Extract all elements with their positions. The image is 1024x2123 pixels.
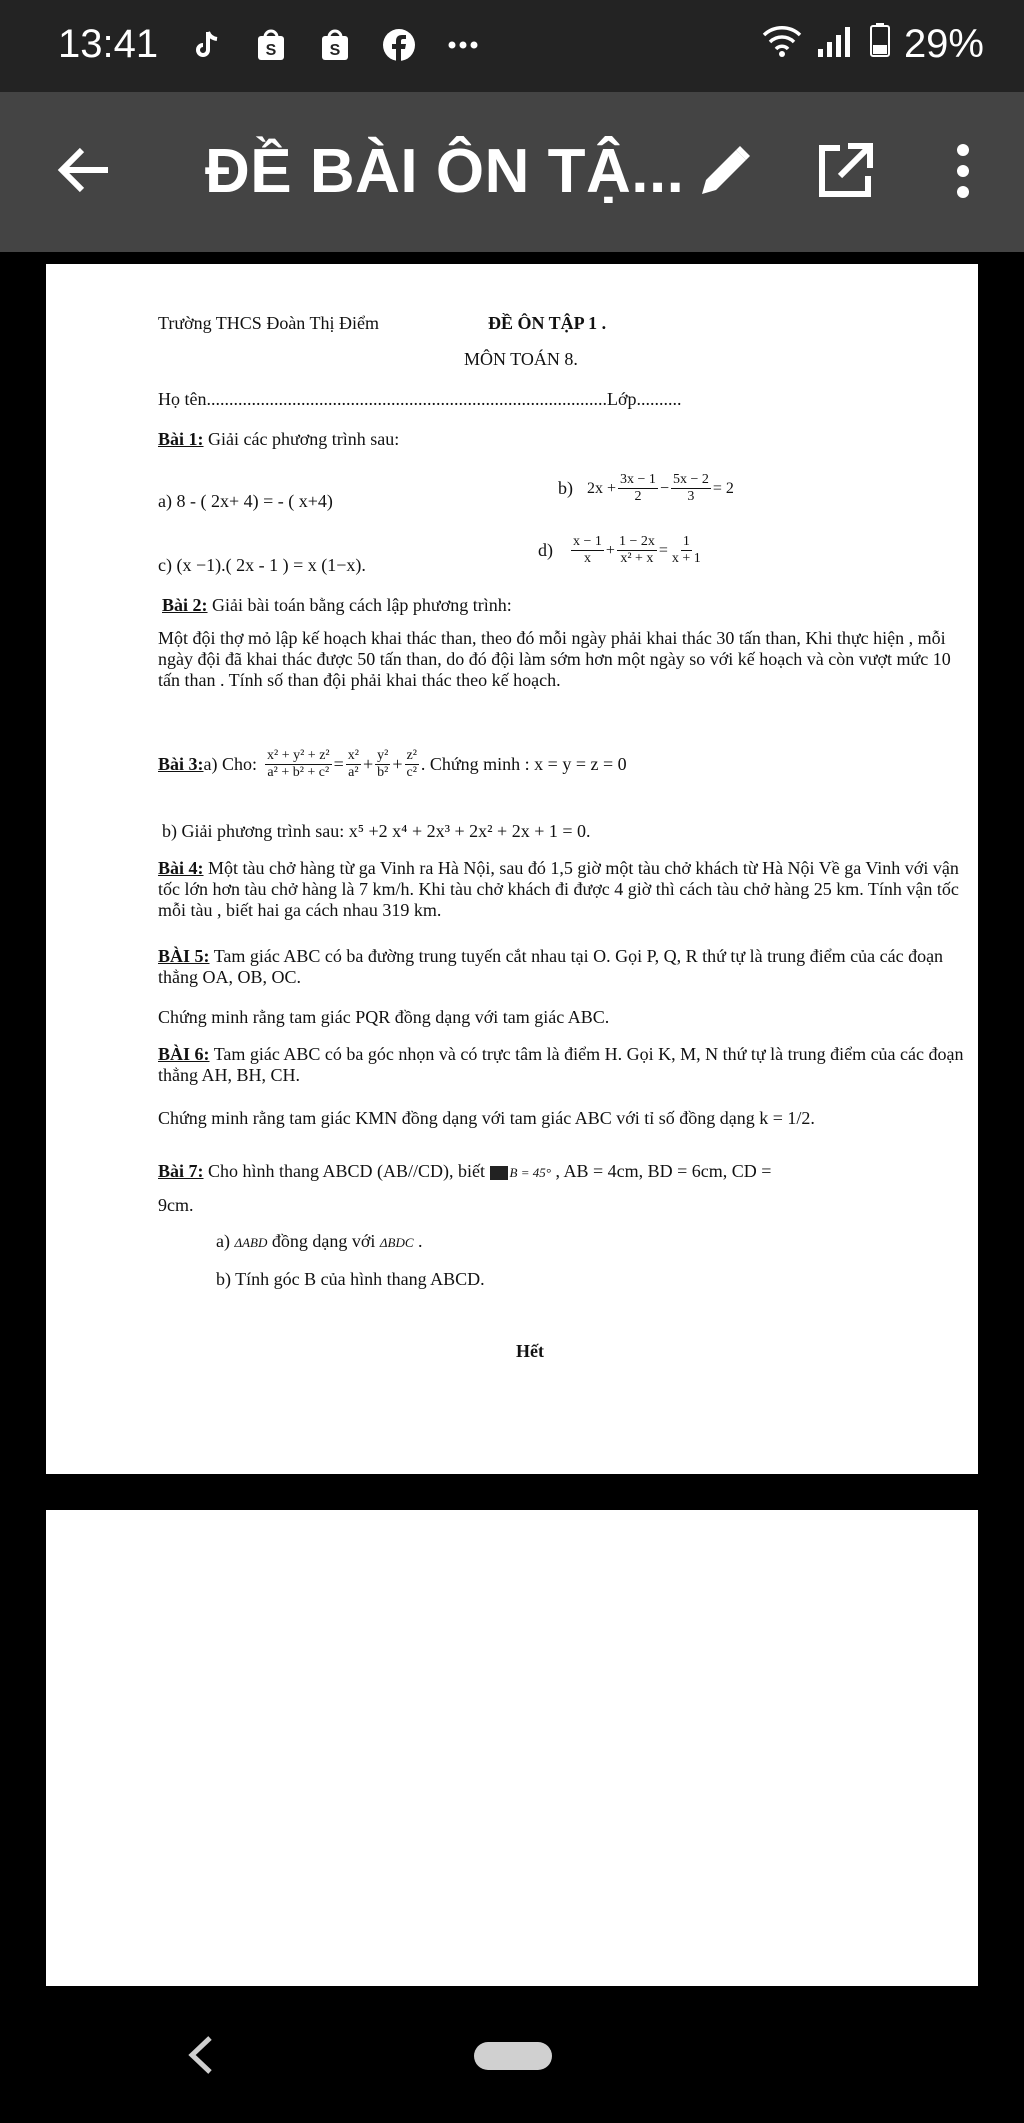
name-class-line: Họ tên.........................................................................................Lớp.......... [158, 389, 682, 409]
bai1-b-pre: 2x + [587, 479, 617, 497]
bai1-text: Giải các phương trình sau: [203, 429, 400, 449]
bai5-label: BÀI 5: [158, 946, 210, 966]
operator: − [659, 479, 669, 497]
numerator: x − 1 [573, 534, 602, 549]
bai5-text: Tam giác ABC có ba đường trung tuyến cắt nhau tại O. Gọi P, Q, R thứ tự là trung điểm của các đoạn thẳng OA, OB, OC. [158, 946, 944, 987]
denominator: a² + b² + c² [267, 765, 330, 780]
edit-pencil-icon [692, 138, 758, 204]
numerator: y² [377, 748, 389, 763]
bai3-a-pre: a) Cho: [203, 754, 258, 774]
school-name: Trường THCS Đoàn Thị Điểm [158, 313, 379, 333]
denominator: x² + x [620, 551, 654, 566]
numerator: x² + y² + z² [267, 748, 330, 763]
fraction [571, 534, 604, 567]
bai1-heading [158, 428, 399, 450]
back-arrow-icon [52, 138, 116, 202]
bai1-b-post: = 2 [712, 479, 734, 497]
bai5 [158, 946, 964, 988]
exam-title: ĐỀ ÔN TẬP 1 . [488, 313, 607, 333]
bai2-text: Giải bài toán bằng cách lập phương trình: [207, 595, 512, 615]
bai7-label: Bài 7: [158, 1161, 204, 1181]
denominator: c² [406, 765, 417, 780]
more-dots-icon [446, 26, 480, 64]
bai7-a-mid: đồng dạng với [267, 1231, 380, 1251]
numerator: 1 [682, 534, 690, 549]
bai7-text-pre: Cho hình thang ABCD (AB//CD), biết [203, 1161, 490, 1181]
operator: = [333, 754, 344, 774]
denominator: x [583, 551, 591, 566]
denominator: 2 [634, 489, 642, 504]
bai6-line2: Chứng minh rằng tam giác KMN đồng dạng với tam giác ABC với tỉ số đồng dạng k = 1/2. [158, 1108, 815, 1128]
fraction [618, 472, 658, 505]
operator: = [658, 541, 668, 559]
bai6-text: Tam giác ABC có ba góc nhọn và có trực tâm là điểm H. Gọi K, M, N thứ tự là trung điểm của các đoạn thẳng AH, BH, CH. [158, 1044, 964, 1085]
document-page-1[interactable] [46, 264, 978, 1474]
denominator: a² [348, 765, 359, 780]
signal-icon [816, 22, 856, 67]
app-bar [0, 92, 1024, 252]
end-marker: Hết [516, 1341, 544, 1361]
subject-title: MÔN TOÁN 8. [464, 349, 578, 369]
triangle-abd: ΔABD [234, 1235, 268, 1250]
edit-button[interactable] [692, 138, 758, 204]
denominator: x + 1 [671, 551, 701, 566]
wifi-icon [762, 22, 802, 67]
shopee-icon [318, 26, 352, 64]
bai1-c: c) (x −1).( 2x - 1 ) = x (1−x). [158, 555, 366, 575]
bai1-a: a) 8 - ( 2x+ 4) = - ( x+4) [158, 491, 333, 511]
svg-text:S: S [265, 42, 277, 59]
back-button[interactable] [52, 138, 116, 202]
document-title: ĐỀ BÀI ÔN TẬ... [205, 137, 685, 206]
shopee-icon [254, 26, 288, 64]
tiktok-icon [190, 26, 224, 64]
bai1-label: Bài 1: [158, 429, 204, 449]
facebook-icon [382, 26, 416, 64]
document-page-2[interactable] [46, 1510, 978, 1986]
bai3-a: Bài 3: a) Cho: $\frac{\text{x² + y² + z²}}{\text{a² + b² + c²}}$ = $\frac{\text{x²}}{\text{a²}}$ + $\frac{\text{y²}}{\text{b²}}$ + $\frac{\text{z²}}{\text{c²}}$ . Chứng minh : x = y = z = 0 [158, 748, 627, 780]
operator: + [605, 541, 615, 559]
bai2-label: Bài 2: [162, 595, 208, 615]
bai4-text: Một tàu chở hàng từ ga Vinh ra Hà Nội, sau đó 1,5 giờ một tàu chở khách từ Hà Nội Về ga Vinh với vận tốc lớn hơn tàu chở hàng là 7 km/h. Khi tàu chở khách đi được 4 giờ thì cách tàu chở hàng 25 km. Tính vận tốc mỗi tàu , biết hai ga cách nhau 319 km. [158, 858, 959, 920]
bai7-b: b) Tính góc B của hình thang ABCD. [216, 1269, 485, 1289]
denominator: 3 [687, 489, 695, 504]
bai2-heading [162, 594, 512, 616]
system-status [762, 22, 984, 67]
svg-text:S: S [329, 42, 341, 59]
bai7-text-post: , AB = 4cm, BD = 6cm, CD = [550, 1161, 772, 1181]
bai6 [158, 1044, 964, 1086]
home-pill-button[interactable] [474, 2042, 552, 2070]
overflow-menu-button[interactable] [930, 138, 996, 204]
numerator: x² [347, 748, 359, 763]
battery-icon [870, 22, 890, 67]
bai7-heading [158, 1160, 771, 1184]
bai5-line2: Chứng minh rằng tam giác PQR đồng dạng với tam giác ABC. [158, 1007, 610, 1027]
angle-symbol-icon [490, 1166, 508, 1180]
fraction [617, 534, 657, 567]
bai4-label: Bài 4: [158, 858, 204, 878]
open-external-button[interactable] [812, 138, 878, 204]
fraction [405, 748, 419, 781]
battery-percent: 29% [903, 22, 984, 66]
numerator: 1 − 2x [618, 534, 655, 549]
fraction [346, 748, 361, 781]
bai3-a-post: . Chứng minh : x = y = z = 0 [420, 754, 627, 774]
bai7-angle: B = 45° [509, 1165, 551, 1180]
bai1-d-label: d) [538, 540, 553, 560]
bai4 [158, 858, 964, 921]
fraction [375, 748, 390, 781]
overflow-menu-icon [930, 138, 996, 204]
triangle-bdc: ΔBDC [379, 1235, 414, 1250]
open-external-icon [812, 138, 878, 204]
status-time: 13:41 [58, 22, 159, 66]
numerator: 3x − 1 [620, 472, 656, 487]
bai3-b: b) Giải phương trình sau: x⁵ +2 x⁴ + 2x³ + 2x² + 2x + 1 = 0. [162, 821, 591, 841]
status-bar [0, 0, 1024, 92]
chevron-left-icon [180, 2030, 220, 2080]
bai7-a [216, 1230, 423, 1254]
bai1-b-label: b) [558, 478, 573, 498]
navigation-bar [0, 1990, 1024, 2123]
bai7-cont: 9cm. [158, 1195, 194, 1215]
numerator: 5x − 2 [672, 472, 709, 487]
bai7-a-label: a) [216, 1231, 230, 1251]
denominator: b² [377, 765, 389, 780]
nav-back-button[interactable] [180, 2030, 220, 2080]
fraction [671, 472, 711, 505]
notification-icons [190, 26, 480, 64]
bai6-label: BÀI 6: [158, 1044, 210, 1064]
fraction [265, 748, 332, 781]
bai7-a-end: . [413, 1231, 423, 1251]
numerator: z² [406, 748, 417, 763]
bai3-label: Bài 3: [158, 754, 204, 774]
bai1-b [558, 472, 734, 505]
bai2-body: Một đội thợ mỏ lập kế hoạch khai thác than, theo đó mỗi ngày phải khai thác 30 tấn than, Khi thực hiện , mỗi ngày đội đã khai thác được 50 tấn than, do đó đội làm sớm hơn một ngày so với kế hoạch và còn vượt mức 10 tấn than . Tính số than đội phải khai thác theo kế hoạch. [158, 628, 951, 690]
fraction [670, 534, 703, 567]
bai1-d [538, 534, 705, 567]
